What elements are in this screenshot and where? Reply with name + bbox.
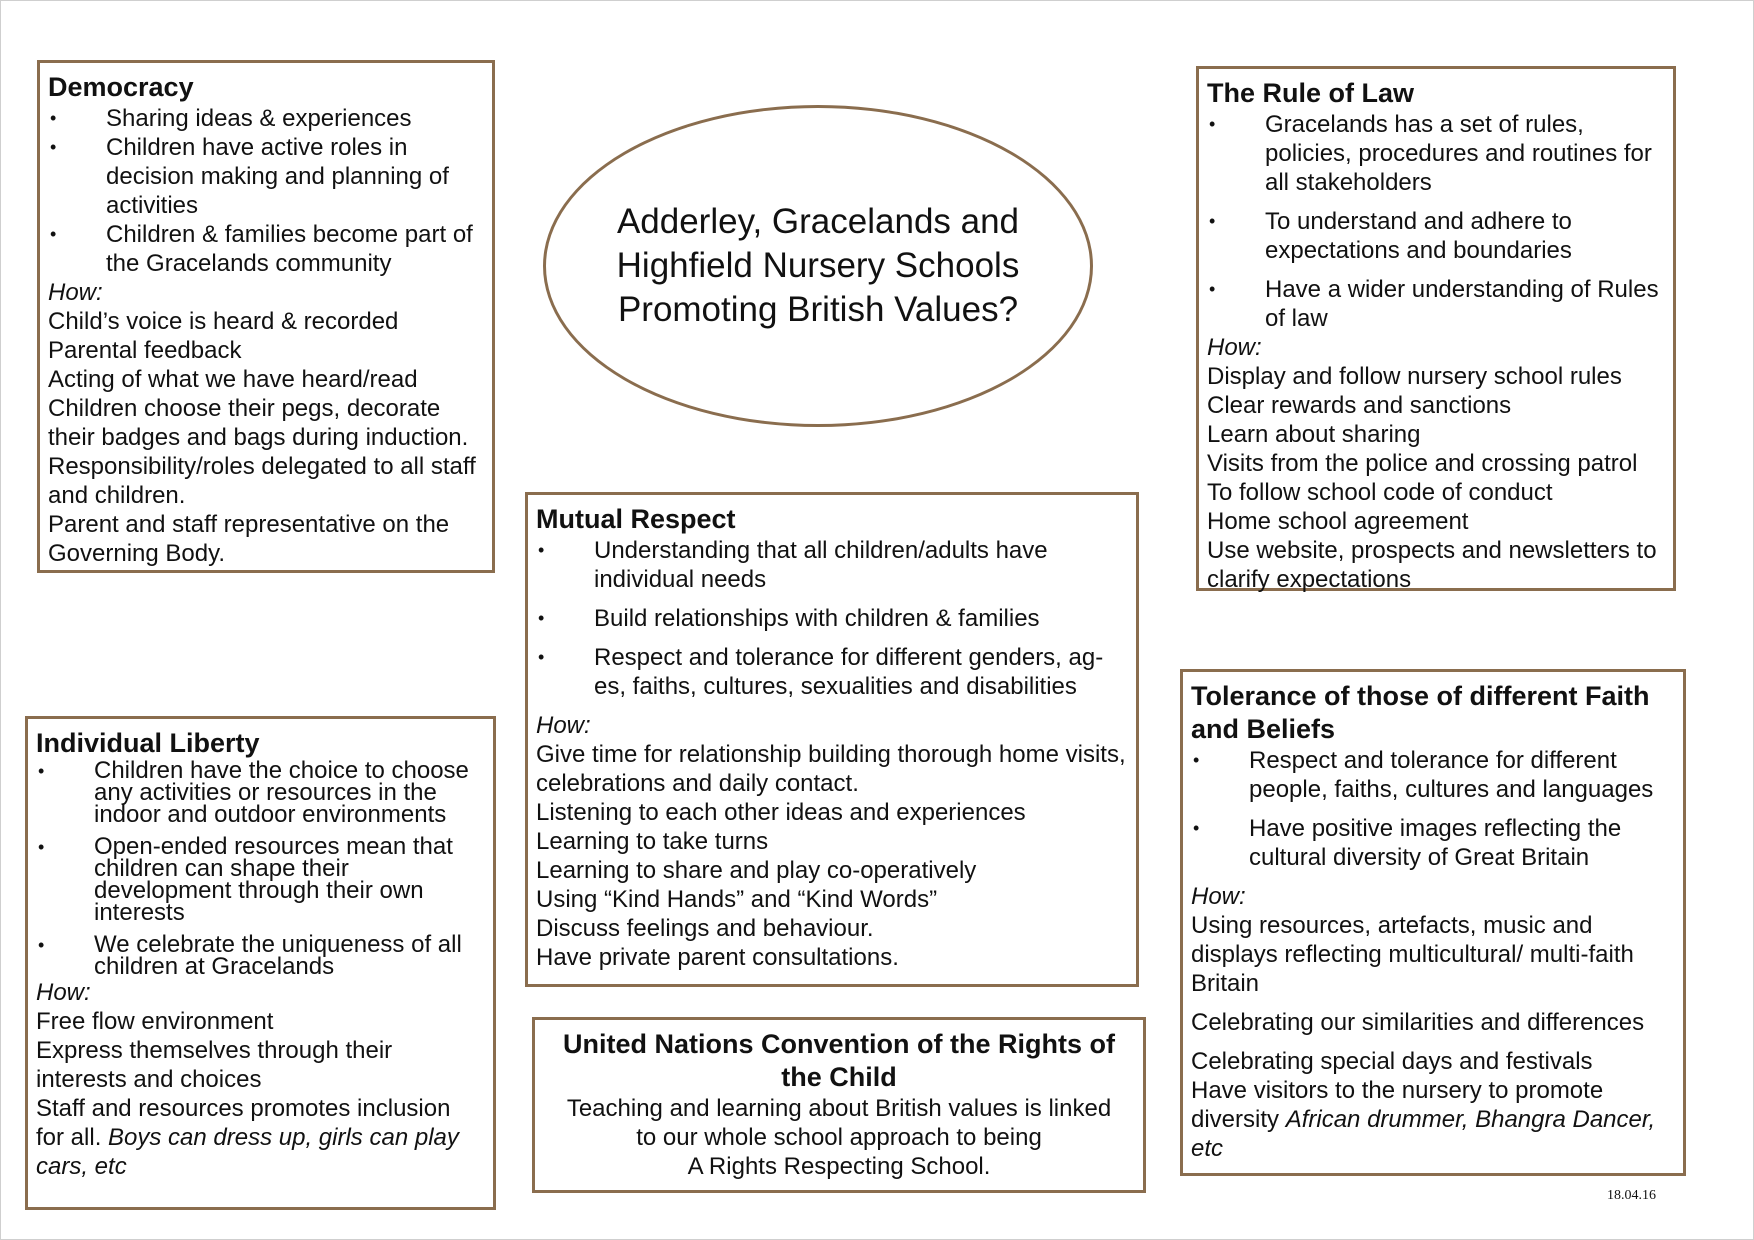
list-item: • We celebrate the uniqueness of all children at Gracelands bbox=[36, 934, 485, 978]
list-item: Celebrating special days and festivals bbox=[1191, 1048, 1593, 1075]
list-item: • Respect and tolerance for different people, faiths, cultures and languages bbox=[1191, 746, 1675, 804]
list-item: To follow school code of conduct bbox=[1207, 479, 1553, 506]
list-item: • Build relationships with children & families bbox=[536, 604, 1128, 633]
list-item: • Have positive images reflecting the cultural diversity of Great Britain bbox=[1191, 814, 1675, 872]
list-item: Learn about sharing bbox=[1207, 421, 1421, 448]
tolerance-how-label: How: bbox=[1191, 883, 1246, 910]
list-item: Listening to each other ideas and experiences bbox=[536, 799, 1026, 826]
list-item: Learning to share and play co-operatively bbox=[536, 857, 977, 884]
list-item bbox=[1191, 1076, 1675, 1163]
uncrc-line-3: A Rights Respecting School. bbox=[687, 1153, 991, 1180]
list-item: • Children have active roles in decision making and planning of activities bbox=[48, 133, 484, 220]
list-item: Display and follow nursery school rules bbox=[1207, 363, 1622, 390]
list-item: Parent and staff representative on the Governing Body. bbox=[48, 511, 450, 567]
list-item: Clear rewards and sanctions bbox=[1207, 392, 1512, 419]
list-item: • Children have the choice to choose any activities or resources in the indoor and outdoor environments bbox=[36, 760, 485, 826]
list-item: Visits from the police and crossing patrol bbox=[1207, 450, 1638, 477]
visitors-examples: African drummer, Bhangra Dancer, etc bbox=[1191, 1106, 1656, 1162]
list-item: Acting of what we have heard/read bbox=[48, 366, 418, 393]
democracy-box bbox=[37, 60, 495, 573]
list-item: Using resources, artefacts, music and displays reflecting multicultural/ multi-faith Britain bbox=[1191, 912, 1634, 997]
individual-liberty-box bbox=[25, 716, 496, 1210]
democracy-title: Democracy bbox=[48, 72, 194, 102]
rule-of-law-bullets bbox=[1207, 110, 1665, 333]
list-item: Parental feedback bbox=[48, 337, 242, 364]
list-item: Give time for relationship building thorough home visits, celebrations and daily contact. bbox=[536, 741, 1126, 797]
list-item: • Understanding that all children/adults have individual needs bbox=[536, 536, 1128, 594]
list-item: Express themselves through their interests and choices bbox=[36, 1037, 393, 1093]
tolerance-bullets bbox=[1191, 746, 1675, 872]
rule-of-law-title: The Rule of Law bbox=[1207, 78, 1415, 108]
democracy-how-label: How: bbox=[48, 279, 103, 306]
individual-liberty-how-label: How: bbox=[36, 979, 91, 1006]
list-item: • To understand and adhere to expectations and boundaries bbox=[1207, 207, 1665, 265]
tolerance-title: Tolerance of those of different Faith and Beliefs bbox=[1191, 681, 1650, 744]
list-item: Discuss feelings and behaviour. bbox=[536, 915, 874, 942]
list-item: Children choose their pegs, decorate their badges and bags during induction. bbox=[48, 395, 469, 451]
uncrc-line-2: to our whole school approach to being bbox=[636, 1124, 1042, 1151]
inclusion-examples: Boys can dress up, girls can play cars, etc bbox=[36, 1124, 459, 1180]
list-item: • Have a wider understanding of Rules of law bbox=[1207, 275, 1665, 333]
list-item: Home school agreement bbox=[1207, 508, 1469, 535]
mutual-respect-box bbox=[525, 492, 1139, 987]
center-title: Adderley, Gracelands and Highfield Nursery Schools Promoting British Values? bbox=[616, 202, 1020, 329]
list-item: Have private parent consultations. bbox=[536, 944, 899, 971]
list-item bbox=[36, 1094, 485, 1181]
individual-liberty-bullets bbox=[36, 757, 485, 980]
list-item: Free flow environment bbox=[36, 1008, 274, 1035]
inclusion-text: Staff and resources promotes inclusion for all. bbox=[36, 1095, 451, 1151]
list-item: Using “Kind Hands” and “Kind Words” bbox=[536, 886, 938, 913]
individual-liberty-title: Individual Liberty bbox=[36, 728, 260, 758]
uncrc-title: United Nations Convention of the Rights of the Child bbox=[563, 1029, 1115, 1092]
list-item: Celebrating our similarities and differences bbox=[1191, 1009, 1645, 1036]
mutual-respect-how-label: How: bbox=[536, 712, 591, 739]
center-title-ellipse bbox=[543, 105, 1093, 427]
list-item: Learning to take turns bbox=[536, 828, 769, 855]
visitors-text: Have visitors to the nursery to promote diversity bbox=[1191, 1077, 1604, 1133]
list-item: • Respect and tolerance for different genders, ag-es, faiths, cultures, sexualities and disabilities bbox=[536, 643, 1128, 701]
document-date: 18.04.16 bbox=[1607, 1188, 1656, 1203]
tolerance-box bbox=[1180, 669, 1686, 1176]
uncrc-line-1: Teaching and learning about British values is linked bbox=[566, 1095, 1112, 1122]
mutual-respect-title: Mutual Respect bbox=[536, 504, 736, 534]
list-item: Responsibility/roles delegated to all staff and children. bbox=[48, 453, 476, 509]
list-item: • Sharing ideas & experiences bbox=[48, 104, 484, 133]
list-item: • Gracelands has a set of rules, policies, procedures and routines for all stakeholders bbox=[1207, 110, 1665, 197]
list-item: • Children & families become part of the Gracelands community bbox=[48, 220, 484, 278]
list-item: • Open-ended resources mean that children can shape their development through their own interests bbox=[36, 836, 485, 924]
rule-of-law-box bbox=[1196, 66, 1676, 591]
democracy-bullets bbox=[48, 104, 484, 278]
mutual-respect-bullets bbox=[536, 536, 1128, 701]
uncrc-box bbox=[532, 1017, 1146, 1193]
list-item: Child’s voice is heard & recorded bbox=[48, 308, 399, 335]
rule-of-law-how-label: How: bbox=[1207, 334, 1262, 361]
list-item: Use website, prospects and newsletters to clarify expectations bbox=[1207, 537, 1657, 593]
